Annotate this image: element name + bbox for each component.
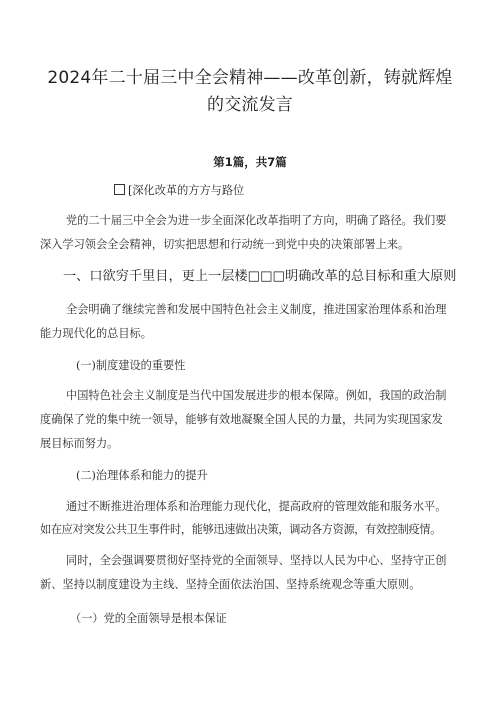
paragraph-line: 全会明确了继续完善和发展中国特色社会主义制度，推进国家治理体系和治理 [66,303,447,316]
paragraph-line: 中国特色社会主义制度是当代中国发展进步的根本保障。例如，我国的政治制 [66,389,447,402]
document-title-line-2: 的交流发言 [207,95,293,115]
paragraph-line: 同时，全会强调要贯彻好坚持党的全面领导、坚持以人民为中心、坚持守正创 [66,554,447,567]
paragraph-line: 深入学习领会全会精神，切实把思想和行动统一到党中央的决策部署上来。 [40,238,410,251]
subsection-heading: （一）党的全面领导是根本保证 [70,612,227,625]
document-title-line-1: 2024年二十届三中全会精神——改革创新，铸就辉煌 [47,68,453,88]
paragraph-line: 通过不断推进治理体系和治理能力现代化，提高政府的管理效能和服务水平。 [66,500,447,513]
paragraph-line: 如在应对突发公共卫生事件时，能够迅速做出决策，调动各方资源，有效控制疫情。 [40,523,441,536]
section-heading: 一、口欲穷千里目，更上一层楼□□□明确改革的总目标和重大原则 [63,269,457,284]
subsection-heading: (一)制度建设的重要性 [76,359,186,372]
paragraph-line: 度确保了党的集中统一领导，能够有效地凝聚全国人民的力量，共同为实现国家发 [40,413,443,426]
paragraph-line: 党的二十届三中全会为进一步全面深化改革指明了方向，明确了路径。我们要 [66,214,447,227]
checkbox-square-icon [114,184,125,195]
paragraph-line: 新、坚持以制度建设为主线、坚持全面依法治国、坚持系统观念等重大原则。 [40,578,421,591]
part-label: 第1篇，共7篇 [213,155,287,169]
section-marker-text: [深化改革的方方与路位 [128,184,245,197]
subsection-heading: (二)治理体系和能力的提升 [76,469,208,482]
paragraph-line: 展目标而努力。 [40,437,119,450]
paragraph-line: 能力现代化的总目标。 [40,327,152,340]
section-marker [114,183,244,199]
